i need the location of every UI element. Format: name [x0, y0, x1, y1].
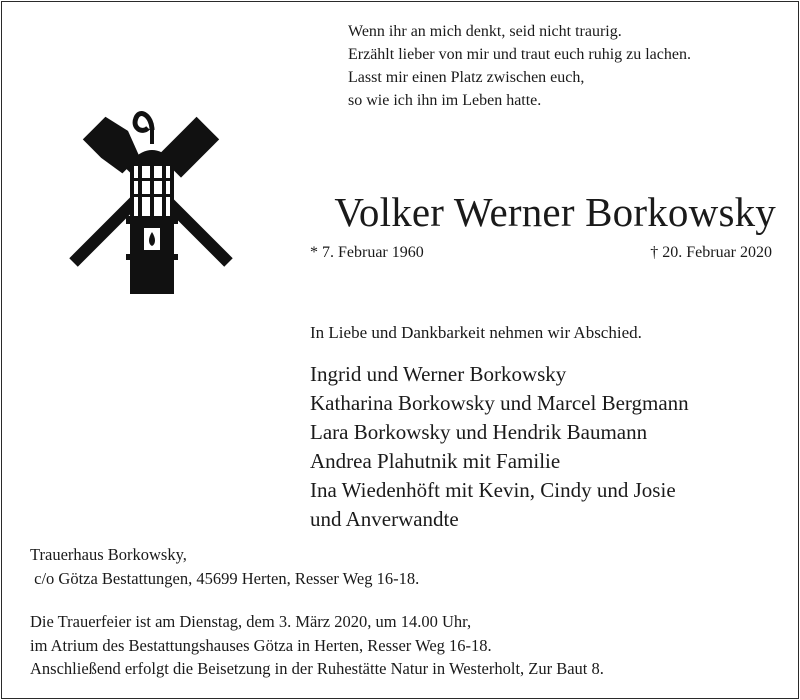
- birth-date: * 7. Februar 1960: [310, 244, 424, 261]
- service-line: Die Trauerfeier ist am Dienstag, dem 3. März 2020, um 14.00 Uhr,: [30, 612, 472, 631]
- mourners-list: [310, 360, 689, 534]
- address-line: Trauerhaus Borkowsky,: [30, 545, 187, 564]
- miners-lamp-hammer-and-pick-icon: [44, 98, 260, 298]
- address-line: c/o Götza Bestattungen, 45699 Herten, Resser Weg 16-18.: [30, 569, 420, 588]
- mourner-line: und Anverwandte: [310, 507, 459, 531]
- poem-line: Wenn ihr an mich denkt, seid nicht traurig.: [348, 23, 622, 40]
- poem-line: so wie ich ihn im Leben hatte.: [348, 92, 542, 109]
- mourner-line: Ina Wiedenhöft mit Kevin, Cindy und Josie: [310, 478, 676, 502]
- farewell-intro: In Liebe und Dankbarkeit nehmen wir Abschied.: [310, 323, 642, 342]
- memorial-poem: [348, 20, 691, 112]
- poem-line: Erzählt lieber von mir und traut euch ruhig zu lachen.: [348, 46, 691, 63]
- mourner-line: Andrea Plahutnik mit Familie: [310, 449, 561, 473]
- mourner-line: Lara Borkowsky und Hendrik Baumann: [310, 420, 648, 444]
- mourner-line: Ingrid und Werner Borkowsky: [310, 362, 567, 386]
- funeral-service-details: [30, 610, 604, 681]
- service-line: Anschließend erfolgt die Beisetzung in der Ruhestätte Natur in Westerholt, Zur Baut 8.: [30, 659, 604, 678]
- death-date: † 20. Februar 2020: [650, 244, 772, 261]
- poem-line: Lasst mir einen Platz zwischen euch,: [348, 69, 585, 86]
- mourning-house-address: [30, 543, 419, 591]
- mourner-line: Katharina Borkowsky und Marcel Bergmann: [310, 391, 689, 415]
- deceased-name: Volker Werner Borkowsky: [334, 189, 776, 235]
- service-line: im Atrium des Bestattungshauses Götza in Herten, Resser Weg 16-18.: [30, 635, 492, 655]
